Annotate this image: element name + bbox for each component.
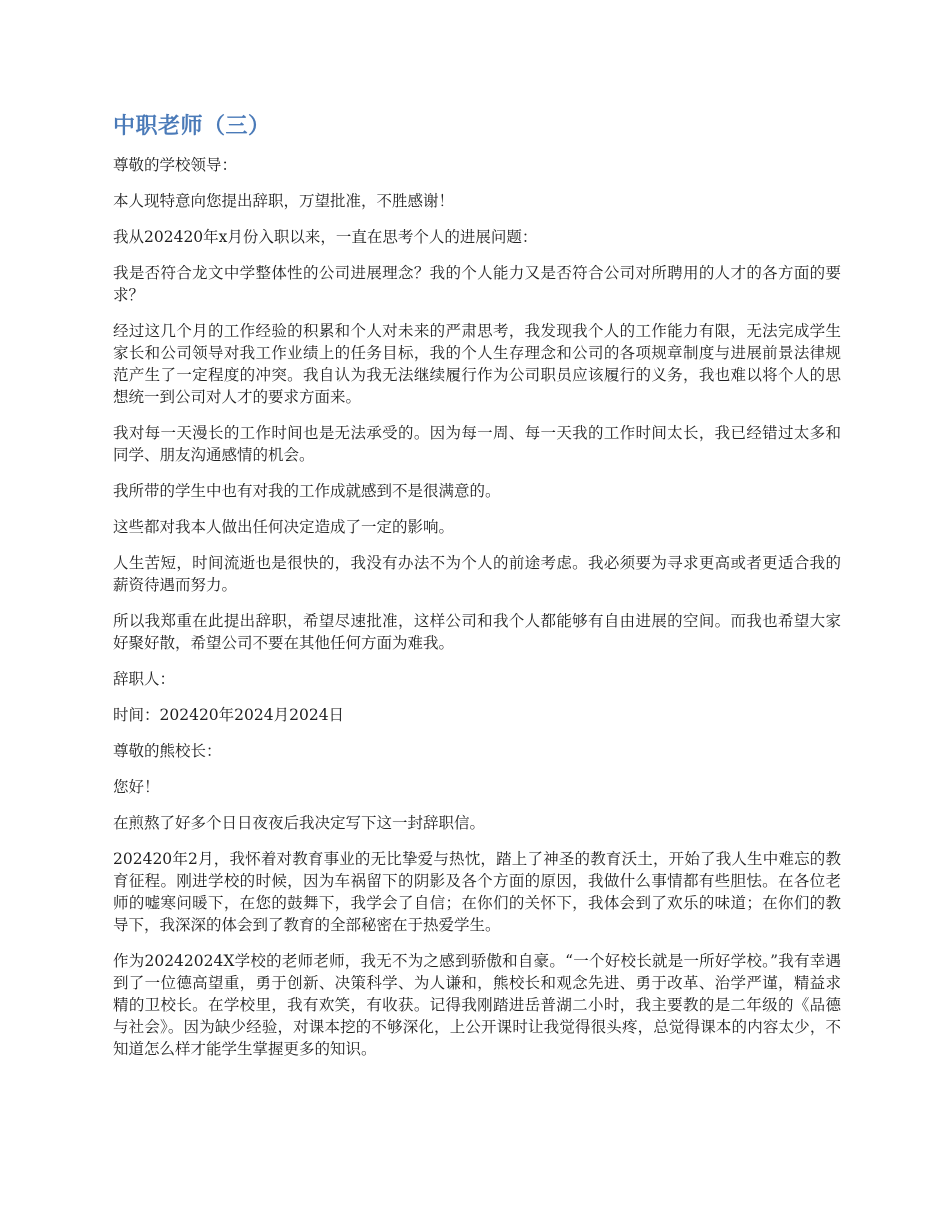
paragraph: 这些都对我本人做出任何决定造成了一定的影响。 (113, 518, 455, 536)
paragraph: 作为20242024X学校的老师老师，我无不为之感到骄傲和自豪。“一个好校长就是一所好学校。”我有幸遇到了一位德高望重，勇于创新、决策科学、为人谦和，熊校长和观念先进、勇于改革、治学严谨，精益求精的卫校长。在学校里，我有欢笑，有收获。记得我刚踏进岳普湖二小时，我主要教的是二年级的《品德与社会》。因为缺少经验，对课本挖的不够深化，上公开课时让我觉得很头疼，总觉得课本的内容太少，不知道怎么样才能学生掌握更多的知识。 (113, 952, 841, 1058)
paragraph: 在煎熬了好多个日日夜夜后我决定写下这一封辞职信。 (113, 814, 486, 832)
paragraph: 所以我郑重在此提出辞职，希望尽速批准，这样公司和我个人都能够有自由进展的空间。而我也希望大家好聚好散，希望公司不要在其他任何方面为难我。 (113, 612, 841, 652)
document-body (113, 154, 841, 1060)
paragraph: 我是否符合龙文中学整体性的公司进展理念？我的个人能力又是否符合公司对所聘用的人才的各方面的要求？ (113, 264, 841, 304)
greeting-line: 您好！ (113, 778, 160, 796)
paragraph: 经过这几个月的工作经验的积累和个人对未来的严肃思考，我发现我个人的工作能力有限，无法完成学生家长和公司领导对我工作业绩上的任务目标，我的个人生存理念和公司的各项规章制度与进展前景法律规范产生了一定程度的冲突。我自认为我无法继续履行作为公司职员应该履行的义务，我也难以将个人的思想统一到公司对人才的要求方面来。 (113, 322, 841, 406)
paragraph-salutation-1: 尊敬的学校领导： (113, 156, 238, 174)
paragraph: 人生苦短，时间流逝也是很快的，我没有办法不为个人的前途考虑。我必须要为寻求更高或者更适合我的薪资待遇而努力。 (113, 554, 841, 594)
paragraph: 我从202420年x月份入职以来，一直在思考个人的进展问题： (113, 228, 538, 246)
document-title: 中职老师（三） (113, 114, 271, 139)
date-line: 时间：202420年2024月2024日 (113, 706, 345, 724)
signature-line: 辞职人： (113, 670, 176, 688)
paragraph-salutation-2: 尊敬的熊校长： (113, 742, 222, 760)
paragraph: 202420年2月，我怀着对教育事业的无比挚爱与热忱，踏上了神圣的教育沃土，开始了我人生中难忘的教育征程。刚进学校的时候，因为车祸留下的阴影及各个方面的原因，我做什么事情都有些胆怯。在各位老师的嘘寒问暖下，在您的鼓舞下，我学会了自信；在你们的关怀下，我体会到了欢乐的味道；在你们的教导下，我深深的体会到了教育的全部秘密在于热爱学生。 (113, 850, 841, 934)
document-page (113, 112, 841, 1074)
paragraph: 本人现特意向您提出辞职，万望批准，不胜感谢！ (113, 192, 455, 210)
paragraph: 我所带的学生中也有对我的工作成就感到不是很满意的。 (113, 482, 501, 500)
paragraph: 我对每一天漫长的工作时间也是无法承受的。因为每一周、每一天我的工作时间太长，我已经错过太多和同学、朋友沟通感情的机会。 (113, 424, 841, 464)
